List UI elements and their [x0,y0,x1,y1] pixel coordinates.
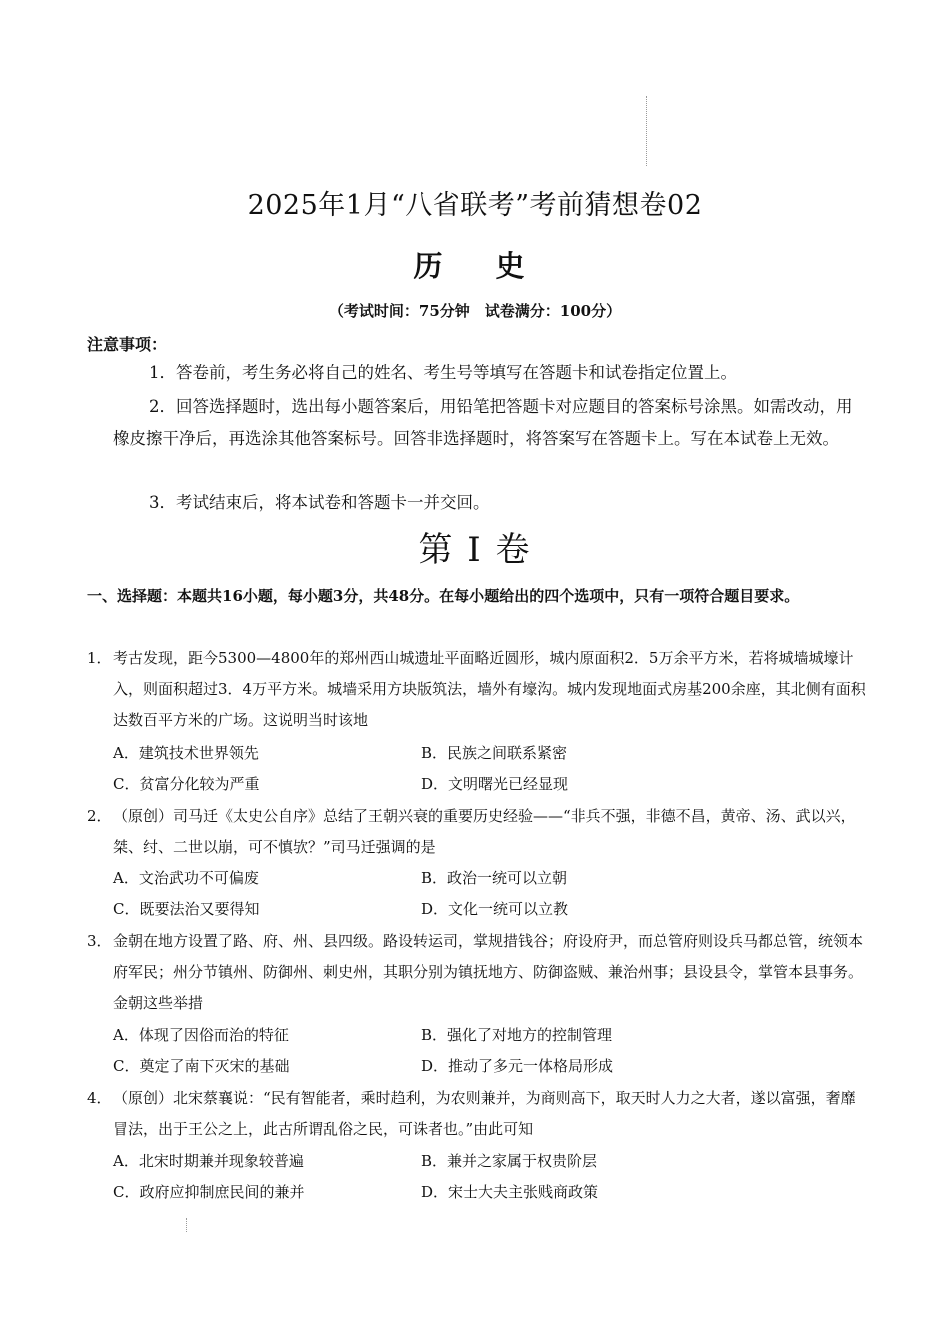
question-number: 4． [87,1089,112,1107]
option-a: A．建筑技术世界领先 [113,744,259,762]
option-b: B．民族之间联系紧密 [421,744,568,762]
notice-heading: 注意事项： [87,335,168,354]
exam-title: 2025年1月“八省联考”考前猜想卷02 [247,190,703,221]
option-b: B．兼并之家属于权贵阶层 [421,1152,598,1170]
question-3 [87,926,867,1019]
option-b: B．强化了对地方的控制管理 [421,1026,613,1044]
option-d: D．文明曙光已经显现 [421,775,569,793]
question-2 [87,801,867,863]
option-a: A．体现了因俗而治的特征 [113,1026,289,1044]
notice-item-text: 1．答卷前，考生务必将自己的姓名、考生号等填写在答题卡和试卷指定位置上。 [149,363,737,382]
notice-item [113,357,865,389]
option-a: A．北宋时期兼并现象较普遍 [113,1152,304,1170]
question-stem: （原创）北宋蔡襄说：“民有智能者，乘时趋利，为农则兼并，为商则高下，取天时人力之大者，遂以富强，奢靡冒法，出于王公之上，此古所谓乱俗之民，可诛者也。”由此可知 [113,1089,856,1138]
option-c: C．既要法治又要得知 [113,900,260,918]
question-1 [87,643,867,736]
question-number: 1． [87,649,112,667]
notice-item [113,487,865,519]
section-instructions: 一、选择题：本题共16小题，每小题3分，共48分。在每小题给出的四个选项中，只有一项符合题目要求。 [87,587,800,605]
question-4 [87,1083,867,1145]
notice-item [113,391,865,455]
exam-info: （考试时间：75分钟 试卷满分：100分） [328,302,622,320]
question-stem: 考古发现，距今5300—4800年的郑州西山城遗址平面略近圆形，城内原面积2．5万余平方米，若将城墙城壕计入，则面积超过3．4万平方米。城墙采用方块版筑法，墙外有壕沟。城内发现地面式房基200余座，其北侧有面积达数百平方米的广场。这说明当时该地 [113,649,866,729]
option-d: D．宋士大夫主张贱商政策 [421,1183,599,1201]
notice-item-text: 3．考试结束后，将本试卷和答题卡一并交回。 [149,493,490,512]
option-a: A．文治武功不可偏废 [113,869,259,887]
option-c: C．贫富分化较为严重 [113,775,260,793]
question-number: 3． [87,932,112,950]
binding-line-dots [646,96,649,166]
question-stem: （原创）司马迁《太史公自序》总结了王朝兴衰的重要历史经验——“非兵不强，非德不昌，黄帝、汤、武以兴，桀、纣、二世以崩，可不慎欤？”司马迁强调的是 [113,807,856,856]
option-d: D．文化一统可以立教 [421,900,569,918]
option-b: B．政治一统可以立朝 [421,869,568,887]
question-number: 2． [87,807,112,825]
notice-item-text: 2．回答选择题时，选出每小题答案后，用铅笔把答题卡对应题目的答案标号涂黑。如需改动，用橡皮擦干净后，再选涂其他答案标号。回答非选择题时，将答案写在答题卡上。写在本试卷上无效。 [113,397,853,448]
option-c: C．政府应抑制庶民间的兼并 [113,1183,305,1201]
binding-line-dots [186,1218,189,1232]
option-d: D．推动了多元一体格局形成 [421,1057,614,1075]
question-stem: 金朝在地方设置了路、府、州、县四级。路设转运司，掌规措钱谷；府设府尹，而总管府则设兵马都总管，统领本府军民；州分节镇州、防御州、刺史州，其职分别为镇抚地方、防御盗贼、兼治州事；县设县令，掌管本县事务。金朝这些举措 [113,932,864,1012]
subject-title: 历 史 [413,249,537,283]
option-c: C．奠定了南下灭宋的基础 [113,1057,290,1075]
volume-heading: 第 I 卷 [418,530,532,570]
